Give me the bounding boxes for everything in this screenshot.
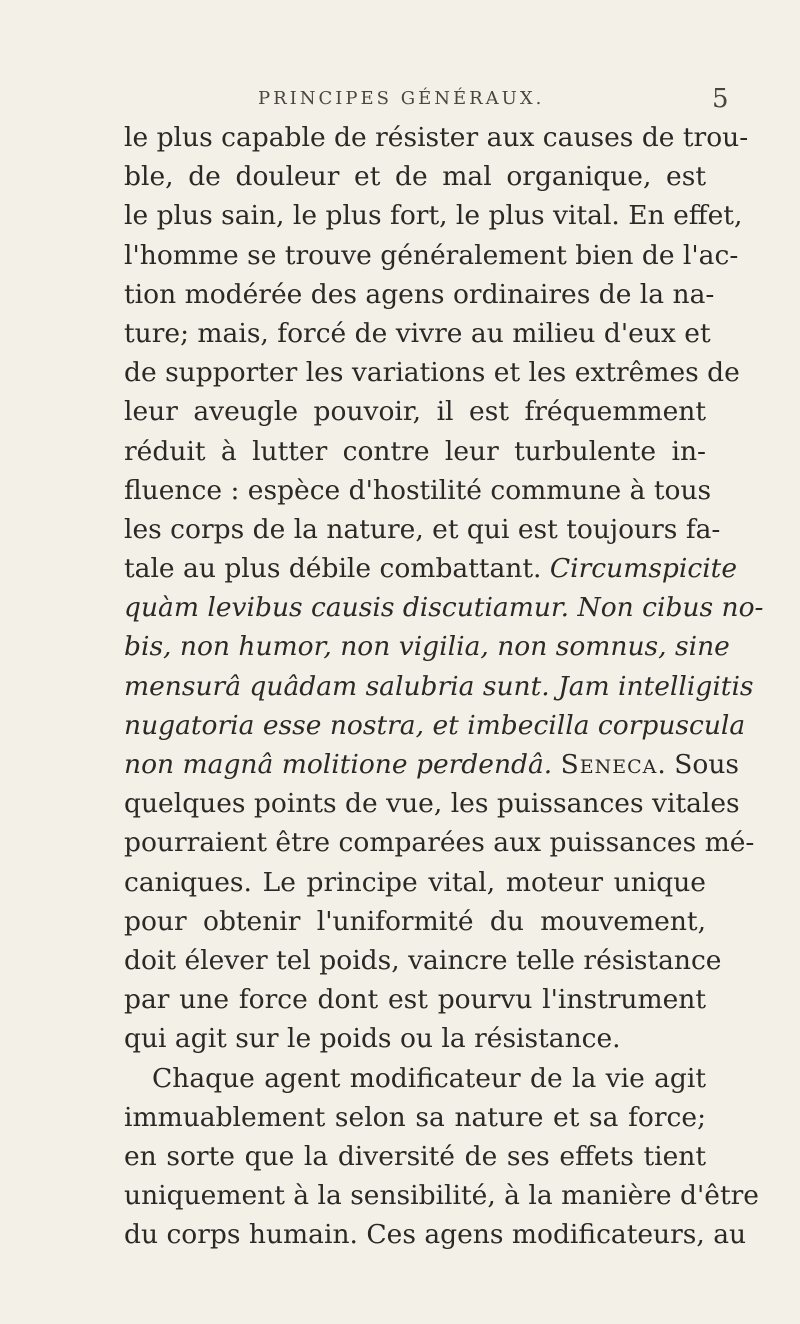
text-line	[124, 392, 706, 431]
text-line	[124, 745, 740, 784]
line-text: immuablement selon sa nature et sa force;	[124, 1101, 706, 1133]
line-text: doit élever tel poids, vaincre telle résistance	[124, 944, 722, 976]
line-text: . Sous	[657, 749, 740, 780]
text-line	[124, 784, 740, 823]
line-text: Chaque agent modificateur de la vie agit	[152, 1062, 706, 1094]
text-line	[124, 706, 746, 745]
line-text: le plus sain, le plus fort, le plus vital. En effet,	[124, 200, 743, 232]
running-head	[0, 84, 800, 116]
line-text: fluence : espèce d'hostilité commune à tous	[124, 474, 712, 506]
line-text: les corps de la nature, et qui est toujours fa-	[124, 513, 721, 545]
text-line	[124, 1019, 706, 1058]
text-line	[124, 863, 706, 902]
text-line	[124, 275, 715, 314]
text-line	[124, 980, 706, 1019]
author-attribution: Seneca	[560, 749, 658, 780]
line-text: réduit à lutter contre leur turbulente in-	[124, 435, 706, 467]
text-line	[124, 1137, 706, 1176]
text-line	[124, 588, 764, 627]
text-line	[124, 1059, 706, 1098]
text-line	[124, 471, 712, 510]
line-text: tale au plus débile combattant.	[124, 553, 550, 585]
text-line	[124, 549, 738, 588]
text-line	[124, 667, 754, 706]
latin-quotation-text: bis, non humor, non vigilia, non somnus, sine	[124, 631, 730, 663]
text-line	[124, 1215, 747, 1254]
line-text: du corps humain. Ces agens modificateurs, au	[124, 1219, 747, 1251]
text-line	[124, 941, 722, 980]
text-line	[124, 510, 721, 549]
line-text: par une force dont est pourvu l'instrument	[124, 984, 706, 1016]
text-line	[124, 157, 706, 196]
line-text: tion modérée des agens ordinaires de la na-	[124, 278, 715, 310]
text-line	[124, 118, 749, 157]
line-text: uniquement à la sensibilité, à la manière d'être	[124, 1180, 759, 1212]
latin-quotation-text: non magnâ molitione perdendâ.	[124, 749, 561, 780]
text-line	[124, 314, 711, 353]
text-line	[124, 823, 755, 862]
line-text: leur aveugle pouvoir, il est fréquemment	[124, 396, 706, 428]
line-text: en sorte que la diversité de ses effets tient	[124, 1140, 706, 1172]
text-line	[124, 432, 706, 471]
text-line	[124, 353, 740, 392]
running-title: PRINCIPES GÉNÉRAUX.	[258, 88, 545, 109]
latin-quotation-text: mensurâ quâdam salubria sunt. Jam intelligitis	[124, 670, 754, 702]
line-text: ble, de douleur et de mal organique, est	[124, 161, 706, 193]
latin-quotation-text: nugatoria esse nostra, et imbecilla corpuscula	[124, 709, 746, 741]
line-text: ture; mais, forcé de vivre au milieu d'eux et	[124, 317, 711, 349]
latin-quotation-text: Circumspicite	[549, 553, 738, 585]
line-text: de supporter les variations et les extrêmes de	[124, 357, 740, 389]
line-text: quelques points de vue, les puissances vitales	[124, 788, 740, 820]
body-text	[124, 118, 764, 1254]
latin-quotation-text: quàm levibus causis discutiamur. Non cibus no-	[124, 592, 764, 624]
page-number: 5	[712, 84, 729, 114]
line-text: l'homme se trouve généralement bien de l'ac-	[124, 239, 739, 271]
line-text: caniques. Le principe vital, moteur unique	[124, 866, 706, 898]
line-text: pour obtenir l'uniformité du mouvement,	[124, 905, 706, 937]
text-line	[124, 627, 730, 666]
text-line	[124, 236, 739, 275]
text-line	[124, 1098, 706, 1137]
line-text: le plus capable de résister aux causes de trou-	[124, 122, 749, 153]
line-text: pourraient être comparées aux puissances mé-	[124, 827, 755, 859]
text-line	[124, 196, 743, 235]
text-line	[124, 1176, 759, 1215]
line-text: qui agit sur le poids ou la résistance.	[124, 1023, 621, 1055]
text-line	[124, 902, 706, 941]
